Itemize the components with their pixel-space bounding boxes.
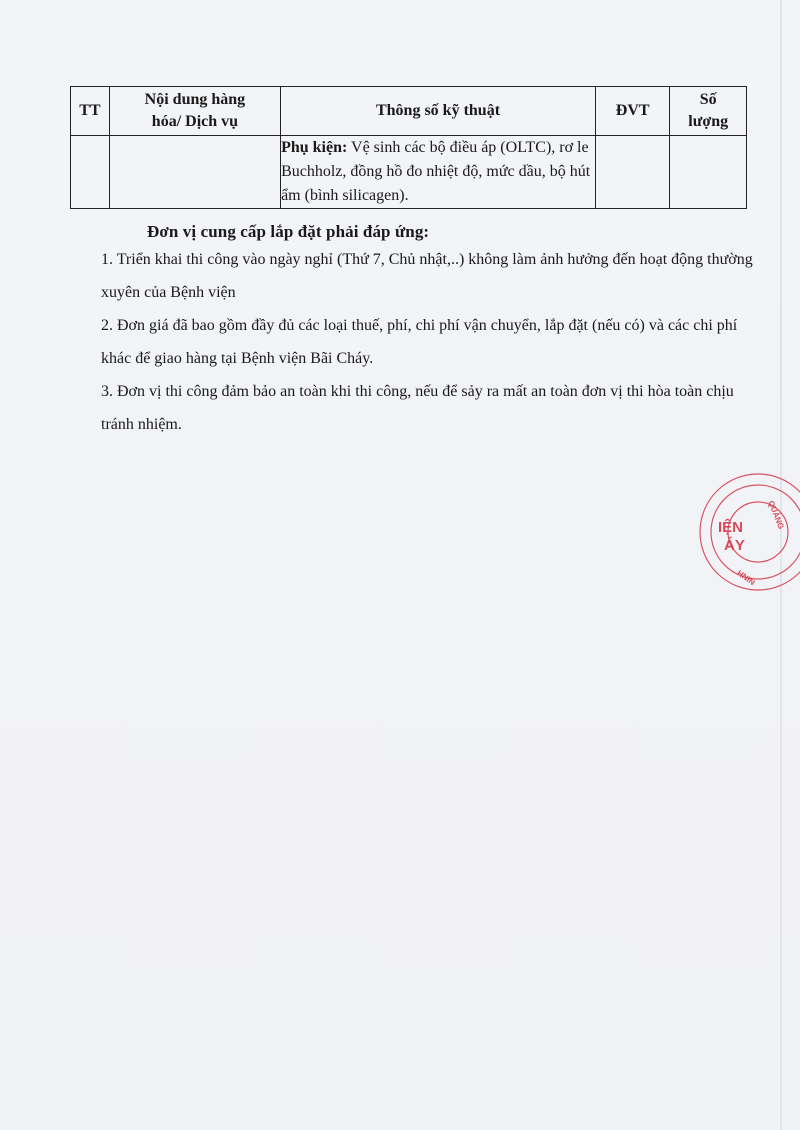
header-dvt: ĐVT	[595, 87, 669, 136]
stamp-outer-ring	[700, 474, 800, 590]
cell-thong-so	[281, 136, 596, 209]
header-so-luong-line2: lượng	[688, 113, 729, 130]
requirements-title: Đơn vị cung cấp lắp đặt phải đáp ứng:	[147, 222, 430, 241]
spec-label: Phụ kiện:	[281, 139, 348, 156]
spec-text: Vệ sinh các bộ điều áp (OLTC), rơ le Buchholz, đồng hồ đo nhiệt độ, mức dầu, bộ hút ẩm (bình silicagen).	[281, 139, 591, 204]
stamp-center-text-1: IỆN	[718, 519, 744, 536]
requirement-item: 3. Đơn vị thi công đảm bảo an toàn khi thi công, nếu để sảy ra mất an toàn đơn vị thi hòa toàn chịu tránh nhiệm.	[101, 383, 734, 433]
stamp-center-text-2: ÁY	[724, 537, 745, 554]
cell-tt	[71, 136, 110, 209]
stamp-ring-text-2: NINH	[735, 568, 757, 587]
spec-table	[70, 86, 747, 209]
requirement-item: 2. Đơn giá đã bao gồm đầy đủ các loại thuế, phí, chi phí vận chuyển, lắp đặt (nếu có) và các chi phí khác để giao hàng tại Bệnh viện Bãi Cháy.	[101, 317, 738, 367]
cell-noi-dung	[109, 136, 280, 209]
header-tt: TT	[71, 87, 110, 136]
header-so-luong	[670, 87, 747, 136]
header-so-luong-line1: Số	[699, 91, 717, 108]
header-thong-so: Thông số kỹ thuật	[281, 87, 596, 136]
cell-dvt	[595, 136, 669, 209]
seal-stamp-icon	[690, 470, 800, 600]
cell-so-luong	[670, 136, 747, 209]
requirement-item: 1. Triển khai thi công vào ngày nghỉ (Thứ 7, Chủ nhật,..) không làm ảnh hưởng đến hoạt động thường xuyên của Bệnh viện	[101, 251, 753, 301]
table-row	[71, 136, 747, 209]
table-header-row	[71, 87, 747, 136]
header-noi-dung	[109, 87, 280, 136]
header-noi-dung-line2: hóa/ Dịch vụ	[151, 113, 239, 130]
stamp-ring-text-1: QUẢNG	[766, 499, 786, 531]
header-noi-dung-line1: Nội dung hàng	[144, 91, 246, 108]
